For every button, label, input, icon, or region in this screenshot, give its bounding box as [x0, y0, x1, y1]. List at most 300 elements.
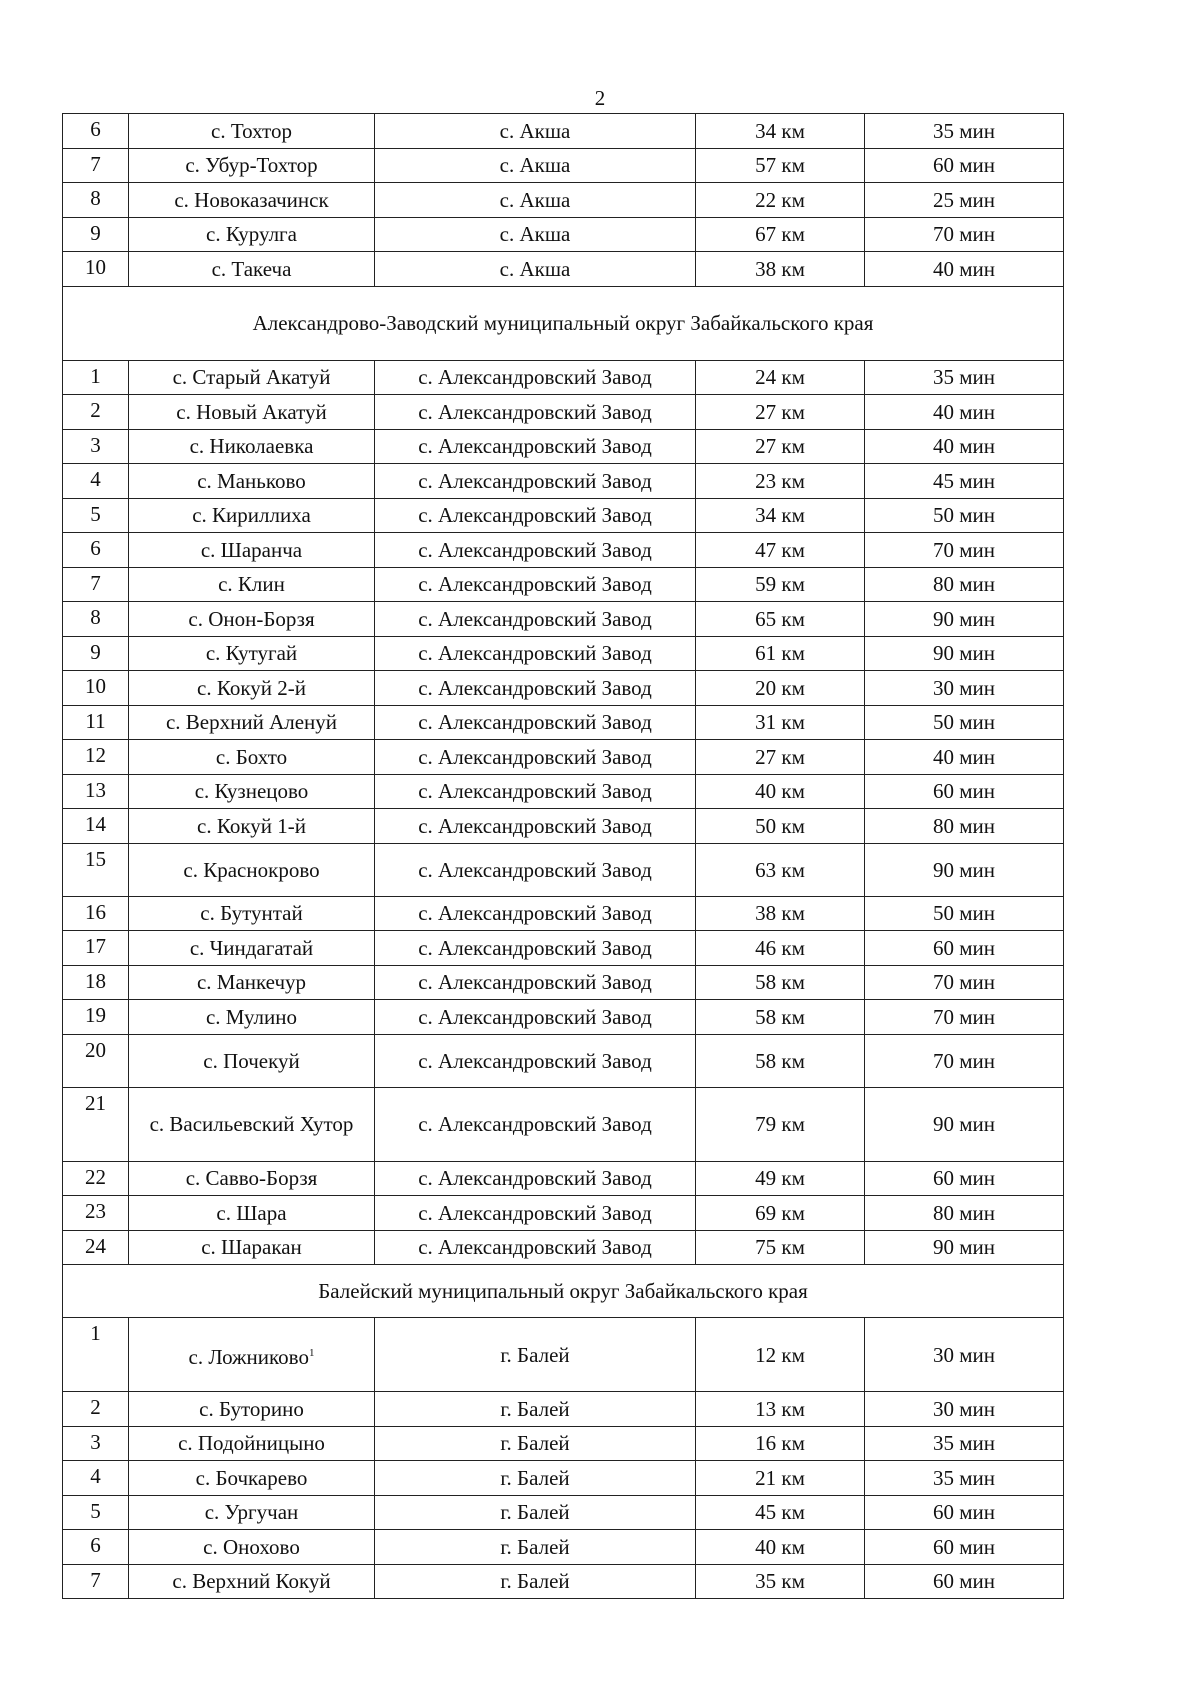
travel-time-cell-text: 50 мин — [932, 710, 995, 735]
distance-cell — [696, 1230, 865, 1265]
travel-time-cell-text: 80 мин — [932, 1200, 995, 1225]
row-number — [63, 1034, 129, 1087]
row-number — [63, 1000, 129, 1035]
destination-cell — [375, 705, 696, 740]
destination-cell — [375, 217, 696, 252]
destination-cell-text: с. Александровский Завод — [418, 606, 652, 631]
table-row — [63, 809, 1064, 844]
destination-cell-text: с. Александровский Завод — [418, 1048, 652, 1073]
travel-time-cell — [865, 774, 1064, 809]
distance-cell — [696, 217, 865, 252]
destination-cell-text: с. Александровский Завод — [418, 537, 652, 562]
destination-cell — [375, 1426, 696, 1461]
distance-cell-text: 46 км — [755, 935, 805, 960]
row-number-text: 20 — [85, 1037, 106, 1062]
distance-cell-text: 45 км — [755, 1500, 805, 1525]
travel-time-cell-text: 70 мин — [932, 1048, 995, 1073]
distance-cell — [696, 740, 865, 775]
destination-cell — [375, 1000, 696, 1035]
distance-cell-text: 50 км — [755, 813, 805, 838]
travel-time-cell — [865, 1000, 1064, 1035]
distance-cell-text: 38 км — [755, 256, 805, 281]
table-row — [63, 602, 1064, 637]
settlement-cell-text: с. Старый Акатуй — [172, 365, 331, 390]
distance-cell-text: 12 км — [755, 1342, 805, 1367]
settlement-cell — [129, 183, 375, 218]
distance-cell — [696, 395, 865, 430]
destination-cell-text: с. Александровский Завод — [418, 641, 652, 666]
destination-cell-text: г. Балей — [500, 1500, 570, 1525]
table-row — [63, 1034, 1064, 1087]
distance-cell-text: 75 км — [755, 1235, 805, 1260]
travel-time-cell-text: 40 мин — [932, 434, 995, 459]
page-number: 2 — [594, 86, 606, 110]
destination-cell-text: с. Александровский Завод — [418, 901, 652, 926]
distance-cell — [696, 774, 865, 809]
destination-cell-text: с. Александровский Завод — [418, 468, 652, 493]
distance-cell-text: 69 км — [755, 1200, 805, 1225]
destination-cell — [375, 183, 696, 218]
table-row — [63, 774, 1064, 809]
distance-cell — [696, 1196, 865, 1231]
settlement-cell-text: с. Бутунтай — [200, 901, 303, 926]
travel-time-cell-text: 50 мин — [932, 503, 995, 528]
travel-time-cell — [865, 1564, 1064, 1599]
destination-cell — [375, 464, 696, 499]
settlement-cell — [129, 1034, 375, 1087]
settlement-cell — [129, 1392, 375, 1427]
travel-time-cell-text: 90 мин — [932, 606, 995, 631]
travel-time-cell-text: 80 мин — [932, 813, 995, 838]
table-row — [63, 567, 1064, 602]
distance-cell — [696, 148, 865, 183]
destination-cell-text: с. Александровский Завод — [418, 779, 652, 804]
distance-cell — [696, 1495, 865, 1530]
travel-time-cell-text: 60 мин — [932, 1534, 995, 1559]
travel-time-cell-text: 70 мин — [932, 537, 995, 562]
row-number-text: 11 — [85, 708, 106, 733]
settlement-cell — [129, 636, 375, 671]
row-number-text: 5 — [90, 501, 101, 526]
row-number — [63, 1087, 129, 1161]
table-row — [63, 740, 1064, 775]
row-number-text: 1 — [90, 363, 101, 388]
travel-time-cell-text: 30 мин — [932, 1396, 995, 1421]
distance-cell-text: 23 км — [755, 468, 805, 493]
settlement-cell — [129, 774, 375, 809]
table-row — [63, 252, 1064, 287]
settlement-cell-text: с. Новоказачинск — [174, 187, 329, 212]
distance-cell — [696, 809, 865, 844]
settlement-cell-text: с. Такеча — [211, 256, 292, 281]
row-number — [63, 533, 129, 568]
destination-cell — [375, 965, 696, 1000]
table-row — [63, 1495, 1064, 1530]
destination-cell-text: с. Александровский Завод — [418, 857, 652, 882]
row-number-text: 8 — [90, 605, 101, 629]
destination-cell-text: с. Акша — [499, 118, 571, 143]
table-row — [63, 1318, 1064, 1392]
distance-cell-text: 21 км — [755, 1465, 805, 1490]
travel-time-cell-text: 25 мин — [932, 187, 995, 212]
settlement-cell — [129, 1087, 375, 1161]
row-number — [63, 843, 129, 896]
travel-time-cell — [865, 1495, 1064, 1530]
row-number — [63, 602, 129, 637]
travel-time-cell — [865, 533, 1064, 568]
distance-cell — [696, 533, 865, 568]
travel-time-cell — [865, 567, 1064, 602]
travel-time-cell — [865, 217, 1064, 252]
travel-time-cell-text: 30 мин — [932, 1342, 995, 1367]
travel-time-cell — [865, 1461, 1064, 1496]
settlement-cell-text: с. Бочкарево — [195, 1465, 308, 1490]
settlement-cell — [129, 1530, 375, 1565]
distance-cell — [696, 1161, 865, 1196]
distance-cell-text: 59 км — [755, 572, 805, 597]
destination-cell-text: с. Акша — [499, 256, 571, 281]
destination-cell — [375, 1530, 696, 1565]
settlement-cell — [129, 567, 375, 602]
settlement-cell-text: с. Шаранча — [200, 537, 303, 562]
travel-time-cell-text: 60 мин — [932, 1166, 995, 1191]
destination-cell — [375, 1161, 696, 1196]
travel-time-cell-text: 60 мин — [932, 1569, 995, 1594]
settlement-cell-text: с. Ургучан — [204, 1500, 299, 1525]
row-number-text: 10 — [85, 255, 106, 279]
distance-cell — [696, 1530, 865, 1565]
destination-cell-text: с. Александровский Завод — [418, 675, 652, 700]
settlement-cell-text: с. Ложниково — [188, 1344, 309, 1369]
settlement-cell — [129, 705, 375, 740]
travel-time-cell-text: 60 мин — [932, 779, 995, 804]
settlement-cell-text: с. Кокуй 1-й — [197, 813, 306, 838]
destination-cell — [375, 843, 696, 896]
distance-cell — [696, 705, 865, 740]
distance-cell-text: 49 км — [755, 1166, 805, 1191]
settlement-cell — [129, 1230, 375, 1265]
settlement-cell — [129, 114, 375, 149]
table-row — [63, 931, 1064, 966]
settlement-cell — [129, 965, 375, 1000]
table-row — [63, 498, 1064, 533]
row-number-text: 6 — [90, 536, 101, 560]
travel-time-cell-text: 70 мин — [932, 970, 995, 995]
table-row — [63, 1426, 1064, 1461]
distance-cell — [696, 1392, 865, 1427]
settlement-cell-text: с. Тохтор — [211, 118, 292, 143]
row-number — [63, 1318, 129, 1392]
distance-cell — [696, 1034, 865, 1087]
destination-cell — [375, 395, 696, 430]
destination-cell-text: с. Александровский Завод — [418, 744, 652, 769]
destination-cell-text: с. Александровский Завод — [418, 503, 652, 528]
destination-cell — [375, 360, 696, 395]
destination-cell — [375, 1087, 696, 1161]
destination-cell-text: с. Александровский Завод — [418, 970, 652, 995]
row-number-text: 23 — [85, 1199, 106, 1223]
destination-cell — [375, 429, 696, 464]
table-row — [63, 1000, 1064, 1035]
row-number — [63, 1530, 129, 1565]
settlement-cell — [129, 809, 375, 844]
table-row — [63, 705, 1064, 740]
settlement-cell-text: с. Манкечур — [196, 970, 307, 995]
settlement-cell — [129, 1161, 375, 1196]
travel-time-cell-text: 90 мин — [932, 1235, 995, 1260]
destination-cell-text: г. Балей — [500, 1569, 570, 1594]
table-row — [63, 183, 1064, 218]
destination-cell — [375, 602, 696, 637]
travel-time-cell — [865, 931, 1064, 966]
travel-time-cell — [865, 183, 1064, 218]
travel-time-cell — [865, 395, 1064, 430]
travel-time-cell — [865, 252, 1064, 287]
distance-cell — [696, 1087, 865, 1161]
destination-cell — [375, 1495, 696, 1530]
travel-time-cell — [865, 1087, 1064, 1161]
row-number-text: 10 — [85, 674, 106, 698]
distance-cell-text: 58 км — [755, 1048, 805, 1073]
destination-cell — [375, 498, 696, 533]
section-title: Балейский муниципальный округ Забайкальского края — [63, 1265, 1064, 1318]
distance-cell — [696, 843, 865, 896]
settlement-cell-text: с. Новый Акатуй — [176, 399, 327, 424]
table-row — [63, 360, 1064, 395]
travel-time-cell — [865, 705, 1064, 740]
row-number — [63, 395, 129, 430]
row-number — [63, 252, 129, 287]
settlement-cell-text: с. Васильевский Хутор — [149, 1112, 354, 1136]
distance-cell-text: 67 км — [755, 222, 805, 247]
settlement-cell — [129, 429, 375, 464]
settlement-cell — [129, 1461, 375, 1496]
travel-time-cell — [865, 429, 1064, 464]
destination-cell — [375, 896, 696, 931]
travel-time-cell — [865, 1230, 1064, 1265]
travel-time-cell — [865, 1196, 1064, 1231]
travel-time-cell — [865, 896, 1064, 931]
destination-cell-text: с. Акша — [499, 153, 571, 178]
travel-time-cell — [865, 498, 1064, 533]
settlement-cell-text: с. Верхний Кокуй — [172, 1569, 331, 1594]
travel-time-cell-text: 45 мин — [932, 468, 995, 493]
row-number-text: 16 — [85, 899, 106, 924]
travel-time-cell — [865, 148, 1064, 183]
distance-cell — [696, 1426, 865, 1461]
distance-cell-text: 22 км — [755, 187, 805, 212]
settlement-cell-text: с. Подойницыно — [178, 1431, 325, 1456]
destination-cell-text: с. Акша — [499, 187, 571, 212]
settlement-cell — [129, 602, 375, 637]
row-number-text: 15 — [85, 846, 106, 871]
destination-cell — [375, 740, 696, 775]
destination-cell-text: г. Балей — [500, 1534, 570, 1559]
travel-time-cell-text: 90 мин — [932, 641, 995, 666]
destination-cell — [375, 931, 696, 966]
settlement-cell — [129, 1000, 375, 1035]
distance-cell-text: 40 км — [755, 779, 805, 804]
distance-cell — [696, 567, 865, 602]
travel-time-cell-text: 50 мин — [932, 901, 995, 926]
destination-cell — [375, 1564, 696, 1599]
row-number — [63, 774, 129, 809]
distance-cell-text: 65 км — [755, 606, 805, 631]
row-number — [63, 429, 129, 464]
table-row — [63, 464, 1064, 499]
travel-time-cell-text: 80 мин — [932, 572, 995, 597]
travel-time-cell-text: 90 мин — [932, 857, 995, 882]
row-number — [63, 1426, 129, 1461]
row-number-text: 12 — [85, 743, 106, 767]
table-row — [63, 114, 1064, 149]
row-number — [63, 809, 129, 844]
row-number — [63, 114, 129, 149]
row-number-text: 7 — [90, 1567, 101, 1592]
settlement-cell — [129, 533, 375, 568]
distance-cell-text: 58 км — [755, 1004, 805, 1029]
row-number-text: 13 — [85, 777, 106, 802]
settlement-cell — [129, 1495, 375, 1530]
travel-time-cell — [865, 360, 1064, 395]
distance-cell-text: 35 км — [755, 1569, 805, 1594]
settlement-cell-text: с. Кириллиха — [192, 503, 311, 528]
settlement-cell — [129, 148, 375, 183]
destination-cell-text: с. Александровский Завод — [418, 1200, 652, 1225]
row-number — [63, 217, 129, 252]
destination-cell — [375, 114, 696, 149]
distance-cell — [696, 498, 865, 533]
settlement-cell — [129, 252, 375, 287]
row-number — [63, 740, 129, 775]
row-number-text: 6 — [90, 117, 101, 141]
travel-time-cell — [865, 1392, 1064, 1427]
row-number — [63, 1161, 129, 1196]
distance-table — [62, 113, 1064, 1599]
settlement-cell-text: с. Убур-Тохтор — [185, 153, 318, 178]
settlement-cell-text: с. Шаракан — [201, 1235, 302, 1260]
table-row — [63, 965, 1064, 1000]
row-number — [63, 671, 129, 706]
distance-cell — [696, 360, 865, 395]
distance-cell-text: 34 км — [755, 118, 805, 143]
distance-cell-text: 13 км — [755, 1396, 805, 1421]
travel-time-cell — [865, 1034, 1064, 1087]
destination-cell — [375, 533, 696, 568]
travel-time-cell — [865, 114, 1064, 149]
destination-cell-text: с. Александровский Завод — [418, 399, 652, 424]
row-number-text: 7 — [90, 151, 101, 176]
distance-cell-text: 34 км — [755, 503, 805, 528]
distance-cell — [696, 965, 865, 1000]
distance-cell-text: 31 км — [755, 710, 805, 735]
settlement-cell — [129, 1318, 375, 1392]
settlement-cell-text: с. Чиндагатай — [189, 935, 314, 960]
travel-time-cell-text: 60 мин — [932, 935, 995, 960]
distance-cell — [696, 602, 865, 637]
table-row — [63, 1530, 1064, 1565]
destination-cell-text: с. Александровский Завод — [418, 434, 652, 459]
settlement-cell-text: с. Почекуй — [203, 1048, 300, 1073]
settlement-cell — [129, 498, 375, 533]
settlement-cell-text: с. Бохто — [215, 744, 288, 769]
travel-time-cell-text: 40 мин — [932, 399, 995, 424]
distance-cell — [696, 183, 865, 218]
settlement-cell — [129, 395, 375, 430]
row-number-text: 1 — [90, 1321, 101, 1345]
distance-cell — [696, 114, 865, 149]
settlement-cell-text: с. Онохово — [203, 1534, 300, 1559]
distance-cell-text: 27 км — [755, 744, 805, 769]
destination-cell — [375, 148, 696, 183]
settlement-cell — [129, 843, 375, 896]
travel-time-cell-text: 70 мин — [932, 222, 995, 247]
distance-cell-text: 57 км — [755, 153, 805, 178]
settlement-cell-text: с. Кутугай — [205, 641, 298, 666]
section-header-row — [63, 1265, 1064, 1318]
settlement-cell — [129, 217, 375, 252]
settlement-cell-text: с. Шара — [216, 1200, 287, 1225]
settlement-cell — [129, 1564, 375, 1599]
row-number-text: 7 — [90, 570, 101, 595]
row-number-text: 4 — [90, 1464, 101, 1488]
travel-time-cell — [865, 464, 1064, 499]
destination-cell — [375, 636, 696, 671]
distance-cell-text: 79 км — [755, 1112, 805, 1136]
distance-cell-text: 58 км — [755, 970, 805, 995]
settlement-cell-text: с. Кокуй 2-й — [197, 675, 306, 700]
section-header-row — [63, 286, 1064, 360]
travel-time-cell — [865, 636, 1064, 671]
destination-cell — [375, 809, 696, 844]
row-number — [63, 1196, 129, 1231]
travel-time-cell-text: 30 мин — [932, 675, 995, 700]
table-row — [63, 1087, 1064, 1161]
travel-time-cell — [865, 1426, 1064, 1461]
row-number — [63, 360, 129, 395]
row-number — [63, 567, 129, 602]
row-number — [63, 1230, 129, 1265]
destination-cell — [375, 1230, 696, 1265]
row-number-text: 21 — [85, 1090, 106, 1115]
row-number-text: 19 — [85, 1003, 106, 1027]
travel-time-cell-text: 35 мин — [932, 1465, 995, 1490]
travel-time-cell — [865, 1161, 1064, 1196]
row-number-text: 3 — [90, 1429, 101, 1454]
destination-cell — [375, 774, 696, 809]
row-number-text: 4 — [90, 467, 101, 491]
distance-cell-text: 40 км — [755, 1534, 805, 1559]
travel-time-cell-text: 60 мин — [932, 1500, 995, 1525]
travel-time-cell — [865, 843, 1064, 896]
destination-cell — [375, 671, 696, 706]
destination-cell-text: с. Александровский Завод — [418, 572, 652, 597]
distance-cell-text: 20 км — [755, 675, 805, 700]
table-row — [63, 533, 1064, 568]
travel-time-cell-text: 60 мин — [932, 153, 995, 178]
distance-cell — [696, 896, 865, 931]
table-row — [63, 1461, 1064, 1496]
row-number — [63, 896, 129, 931]
destination-cell-text: с. Александровский Завод — [418, 935, 652, 960]
row-number — [63, 965, 129, 1000]
settlement-cell-text: с. Маньково — [197, 468, 306, 493]
settlement-cell-text: с. Мулино — [205, 1004, 297, 1029]
travel-time-cell — [865, 671, 1064, 706]
travel-time-cell-text: 40 мин — [932, 744, 995, 769]
row-number-text: 9 — [90, 639, 101, 664]
distance-cell-text: 27 км — [755, 434, 805, 459]
